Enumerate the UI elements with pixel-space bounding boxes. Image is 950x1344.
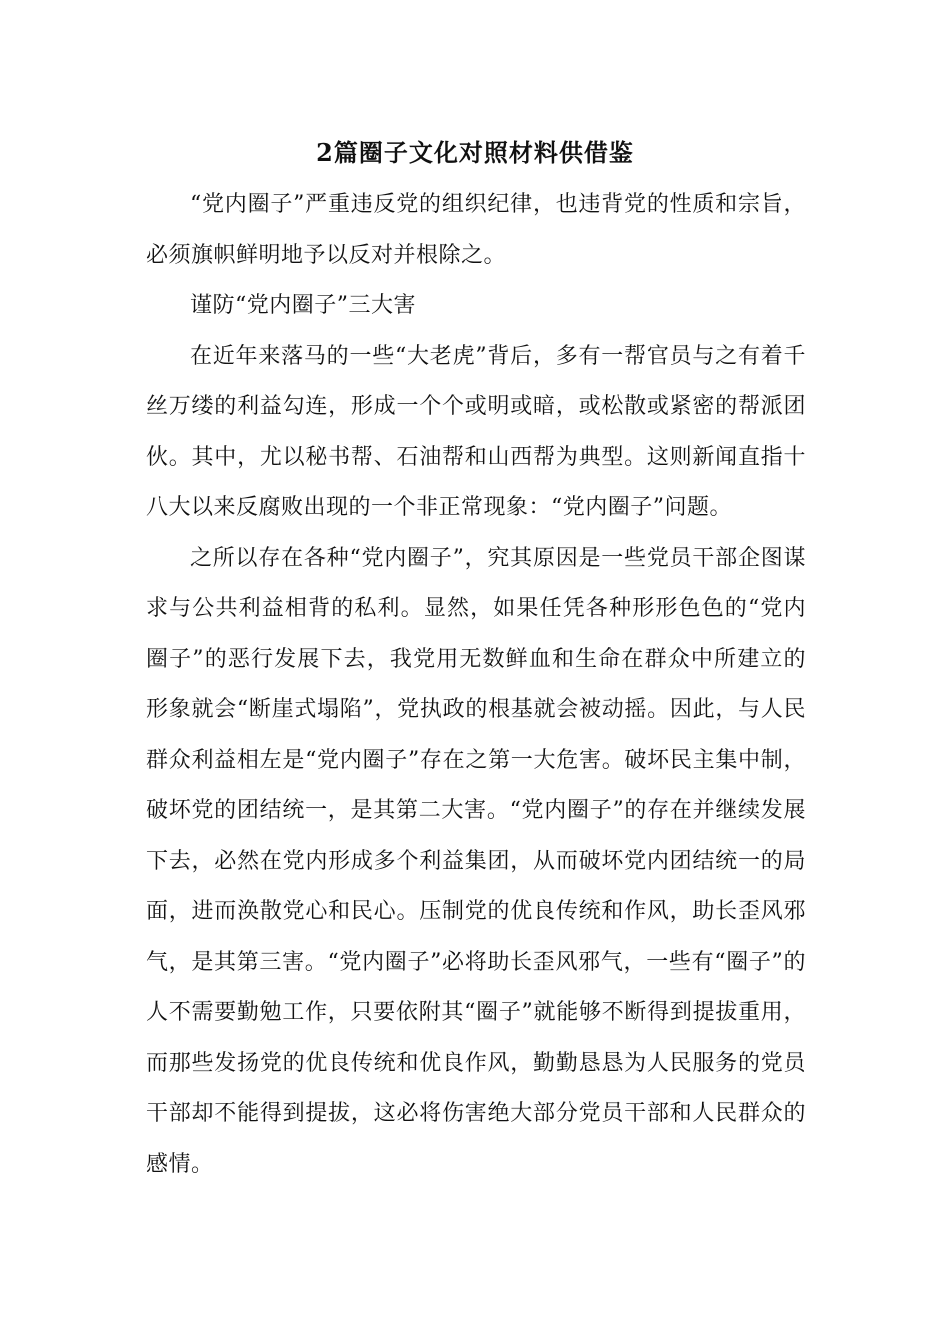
paragraph-subheading: 谨防“党内圈子”三大害 (190, 293, 416, 318)
document-body (146, 180, 806, 1190)
document-title: 2篇圈子文化对照材料供借鉴 (316, 138, 634, 167)
paragraph-background: 在近年来落马的一些“大老虎”背后，多有一帮官员与之有着千丝万缕的利益勾连，形成一个个或明或暗，或松散或紧密的帮派团伙。其中，尤以秘书帮、石油帮和山西帮为典型。这则新闻直指十八大以来反腐败出现的一个非正常现象：“党内圈子”问题。 (146, 343, 806, 520)
paragraph-analysis: 之所以存在各种“党内圈子”，究其原因是一些党员干部企图谋求与公共利益相背的私利。显然，如果任凭各种形形色色的“党内圈子”的恶行发展下去，我党用无数鲜血和生命在群众中所建立的形象就会“断崖式塌陷”，党执政的根基就会被动摇。因此，与人民群众利益相左是“党内圈子”存在之第一大危害。破坏民主集中制，破坏党的团结统一，是其第二大害。“党内圈子”的存在并继续发展下去，必然在党内形成多个利益集团，从而破坏党内团结统一的局面，进而涣散党心和民心。压制党的优良传统和作风，助长歪风邪气，是其第三害。“党内圈子”必将助长歪风邪气，一些有“圈子”的人不需要勤勉工作，只要依附其“圈子”就能够不断得到提拔重用，而那些发扬党的优良传统和优良作风，勤勤恳恳为人民服务的党员干部却不能得到提拔，这必将伤害绝大部分党员干部和人民群众的感情。 (146, 545, 806, 1177)
paragraph-intro: “党内圈子”严重违反党的组织纪律，也违背党的性质和宗旨，必须旗帜鲜明地予以反对并根除之。 (146, 192, 806, 268)
